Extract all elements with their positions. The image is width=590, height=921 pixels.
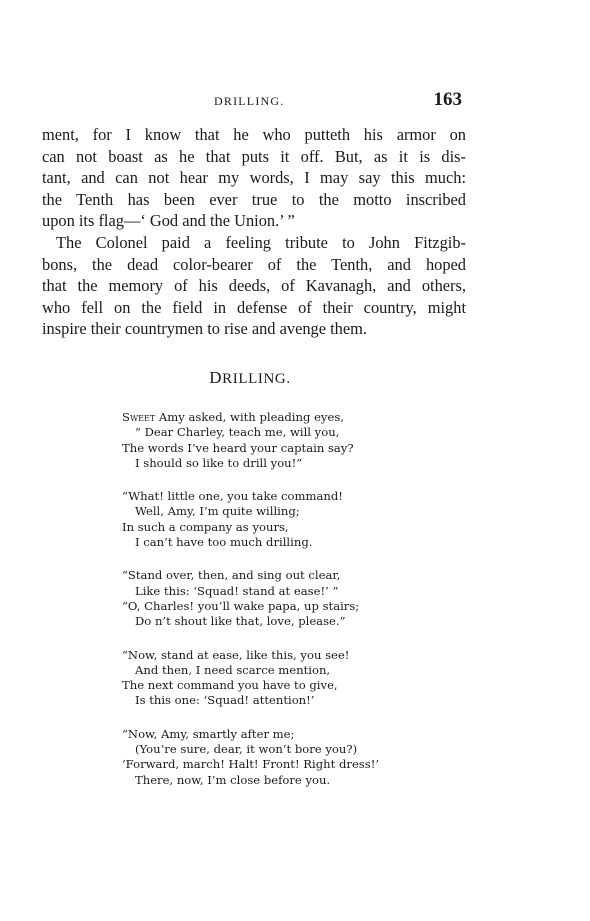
verse-line: Well, Amy, I’m quite willing; (135, 504, 300, 519)
text-line: can not boast as he that puts it off. But, as it is dis- (42, 146, 466, 166)
verse-line: “What! little one, you take command! (122, 489, 343, 504)
verse-line: I should so like to drill you!” (135, 455, 303, 470)
verse-line: In such a company as yours, (122, 519, 289, 534)
text-line: ment, for I know that he who putteth his armor on (42, 125, 466, 144)
text-line: that the memory of his deeds, of Kavanagh, and others, (42, 276, 466, 296)
text-line: The Colonel paid a feeling tribute to John Fitzgib- (56, 232, 466, 252)
poem-title-initial: D (209, 368, 223, 387)
poem-title-rest: RILLING. (222, 371, 291, 387)
text-line: who fell on the field in defense of their country, might (42, 297, 466, 317)
verse-line: The words I’ve heard your captain say? (122, 440, 354, 455)
text-line: the Tenth has been ever true to the motto inscribed (42, 189, 466, 209)
verse-line: There, now, I’m close before you. (135, 772, 331, 787)
verse-line: The next command you have to give, (122, 678, 338, 693)
text-line: bons, the dead color-bearer of the Tenth, and hoped (42, 254, 466, 274)
verse-line: “ Dear Charley, teach me, will you, (135, 425, 340, 440)
paragraph-2 (42, 232, 466, 340)
verse-line (122, 410, 482, 425)
stanza-5 (122, 727, 482, 788)
stanza-2 (122, 489, 482, 550)
text-line: inspire their countrymen to rise and avenge them. (42, 319, 367, 339)
verse-line: Is this one: ‘Squad! attention!’ (135, 693, 315, 708)
verse-line: (You’re sure, dear, it won’t bore you?) (135, 742, 358, 757)
verse-line: Like this: ‘Squad! stand at ease!’ ” (135, 583, 339, 598)
verse-line: “Now, Amy, smartly after me; (122, 726, 295, 741)
prose-body (42, 124, 466, 340)
verse-line: “O, Charles! you’ll wake papa, up stairs; (122, 598, 360, 613)
verse-line: Do n’t shout like that, love, please.” (135, 614, 346, 629)
verse-line: “Stand over, then, and sing out clear, (122, 568, 341, 583)
running-title: DRILLING. (214, 94, 285, 108)
first-word: Sweet (122, 410, 156, 424)
verse-line: ‘Forward, march! Halt! Front! Right dress!’ (122, 757, 380, 772)
poem-title (0, 368, 500, 388)
running-head (42, 89, 462, 112)
stanza-1 (122, 410, 482, 471)
verse-line-text: Amy asked, with pleading eyes, (155, 410, 344, 424)
paragraph-1 (42, 124, 466, 232)
poem-body (122, 410, 482, 806)
text-line: upon its flag—‘ God and the Union.’ ” (42, 211, 295, 231)
page-number: 163 (433, 89, 462, 110)
verse-line: “Now, stand at ease, like this, you see! (122, 647, 350, 662)
stanza-3 (122, 568, 482, 629)
text-line: tant, and can not hear my words, I may say this much: (42, 168, 466, 188)
verse-line: I can’t have too much drilling. (135, 535, 313, 550)
stanza-4 (122, 648, 482, 709)
verse-line: And then, I need scarce mention, (135, 662, 331, 677)
